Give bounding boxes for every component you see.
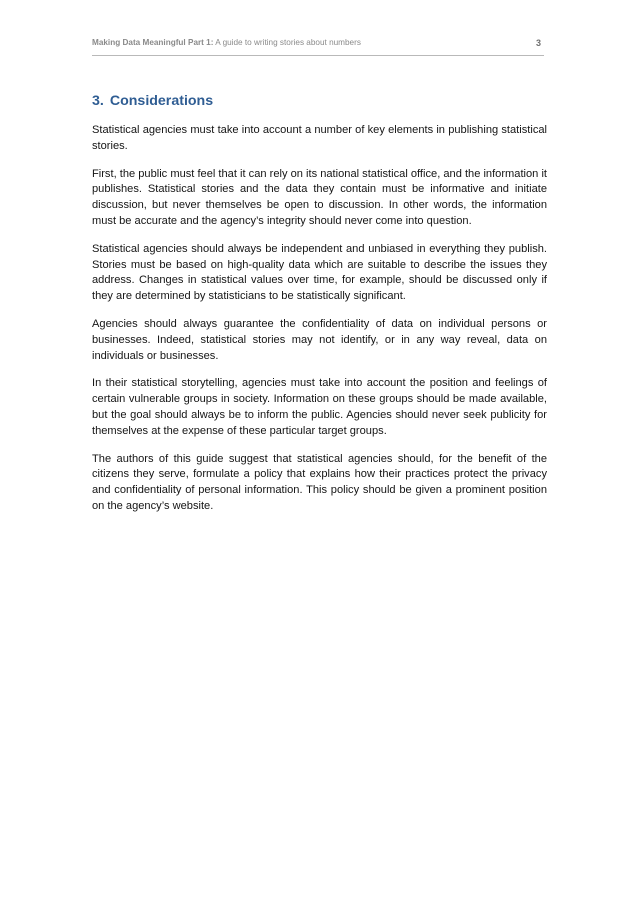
header-title-bold: Making Data Meaningful Part 1: xyxy=(92,38,214,47)
section-number: 3. xyxy=(92,93,104,109)
running-header xyxy=(92,37,544,56)
section-title: Considerations xyxy=(109,93,214,109)
paragraph-public-trust: First, the public must feel that it can rely on its national statistical office, and the information it publishes. Statistical stories and the data they contain must be informative and initiate discussion, but never themselves be open to discussion. In other words, the information must be accurate and the agency’s integrity should never come into question. xyxy=(92,167,547,227)
paragraph-independence: Statistical agencies should always be independent and unbiased in everything they publish. Stories must be based on high-quality data which are suitable to describe the issues they address. Changes in statistical values over time, for example, should be discussed only if they are determined by statisticians to be statistically significant. xyxy=(92,242,547,303)
paragraph-confidentiality: Agencies should always guarantee the confidentiality of data on individual persons or businesses. Indeed, statistical stories may not identify, or in any way reveal, data on individuals or businesses. xyxy=(92,317,547,362)
section-heading xyxy=(92,91,547,111)
paragraph-vulnerable-groups: In their statistical storytelling, agencies must take into account the position and feelings of certain vulnerable groups in society. Information on these groups should be made available, but the goal should always be to inform the public. Agencies should never seek publicity for themselves at the expense of these particular target groups. xyxy=(92,377,547,437)
paragraph-privacy-policy: The authors of this guide suggest that statistical agencies should, for the benefit of the citizens they serve, formulate a policy that explains how their practices protect the privacy and confidentiality of personal information. This policy should be given a prominent position on the agency’s website. xyxy=(92,452,547,512)
paragraph-intro: Statistical agencies must take into account a number of key elements in publishing statistical stories. xyxy=(92,124,547,152)
page-number: 3 xyxy=(535,38,541,48)
main-content xyxy=(92,91,547,527)
header-title-rest: A guide to writing stories about numbers xyxy=(213,38,361,47)
